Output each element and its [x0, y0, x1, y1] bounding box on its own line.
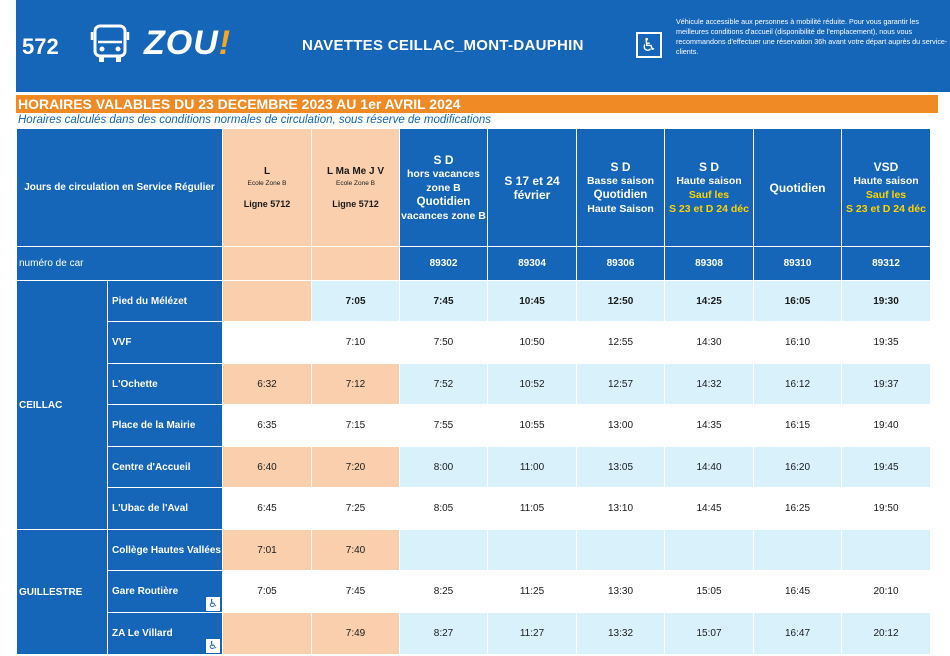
header-banner — [16, 0, 950, 92]
time-cell: 11:27 — [488, 613, 577, 655]
line-number: 572 — [22, 34, 59, 59]
time-cell: 10:52 — [488, 364, 577, 405]
time-cell: 6:35 — [223, 405, 312, 447]
time-cell: 7:25 — [312, 488, 400, 530]
time-cell: 7:05 — [223, 571, 312, 613]
car-number-cell — [312, 247, 400, 281]
bus-icon — [90, 22, 130, 64]
time-cell: 12:57 — [577, 364, 665, 405]
time-cell: 12:55 — [577, 322, 665, 364]
header-row — [17, 129, 931, 247]
time-cell: 19:37 — [842, 364, 931, 405]
time-cell — [223, 322, 312, 364]
time-cell: 7:10 — [312, 322, 400, 364]
time-cell: 11:00 — [488, 447, 577, 488]
timetable — [16, 128, 931, 655]
time-cell: 12:50 — [577, 281, 665, 322]
zou-logo: ZOU! — [144, 24, 232, 62]
stop-name: L'Ubac de l'Aval — [108, 488, 223, 530]
stop-name: Centre d'Accueil — [108, 447, 223, 488]
time-cell: 16:25 — [754, 488, 842, 530]
time-cell: 20:10 — [842, 571, 931, 613]
column-header-7: Quotidien — [754, 129, 842, 247]
time-cell: 16:45 — [754, 571, 842, 613]
time-cell: 16:05 — [754, 281, 842, 322]
time-cell: 14:40 — [665, 447, 754, 488]
time-cell — [665, 530, 754, 571]
stop-name: ZA Le Villard ♿ — [108, 613, 223, 655]
time-cell — [488, 530, 577, 571]
time-cell: 8:25 — [400, 571, 488, 613]
time-cell: 20:12 — [842, 613, 931, 655]
time-cell: 14:30 — [665, 322, 754, 364]
car-number-cell: 89302 — [400, 247, 488, 281]
car-number-label: numéro de car — [17, 247, 223, 281]
time-cell: 19:35 — [842, 322, 931, 364]
time-cell: 15:07 — [665, 613, 754, 655]
wheelchair-icon: ♿ — [206, 597, 220, 611]
time-cell — [223, 613, 312, 655]
column-header-8: VSD Haute saison Sauf les S 23 et D 24 déc — [842, 129, 931, 247]
time-cell: 13:10 — [577, 488, 665, 530]
table-row — [17, 322, 931, 364]
time-cell: 7:05 — [312, 281, 400, 322]
time-cell: 13:30 — [577, 571, 665, 613]
stop-name: Pied du Mélézet — [108, 281, 223, 322]
time-cell: 10:55 — [488, 405, 577, 447]
table-row — [17, 364, 931, 405]
time-cell — [842, 530, 931, 571]
time-cell: 7:01 — [223, 530, 312, 571]
car-number-cell: 89312 — [842, 247, 931, 281]
stop-name: Place de la Mairie — [108, 405, 223, 447]
column-header-6: S D Haute saison Sauf les S 23 et D 24 déc — [665, 129, 754, 247]
stop-name: VVF — [108, 322, 223, 364]
table-row — [17, 613, 931, 655]
time-cell: 7:12 — [312, 364, 400, 405]
subtitle: Horaires calculés dans des conditions normales de circulation, sous réserve de modifications — [18, 114, 492, 126]
wheelchair-icon: ♿ — [206, 639, 220, 653]
time-cell: 19:45 — [842, 447, 931, 488]
column-header-3: S D hors vacances zone B Quotidien vacances zone B — [400, 129, 488, 247]
time-cell: 8:00 — [400, 447, 488, 488]
table-row — [17, 571, 931, 613]
commune-ceillac: CEILLAC — [17, 281, 108, 530]
column-header-2: L Ma Me J V Ecole Zone B Ligne 5712 — [312, 129, 400, 247]
time-cell: 7:49 — [312, 613, 400, 655]
validity-banner: HORAIRES VALABLES DU 23 DECEMBRE 2023 AU 1er AVRIL 2024 — [16, 95, 938, 113]
time-cell: 6:45 — [223, 488, 312, 530]
car-number-cell: 89310 — [754, 247, 842, 281]
time-cell: 7:45 — [312, 571, 400, 613]
time-cell: 13:00 — [577, 405, 665, 447]
time-cell — [577, 530, 665, 571]
wheelchair-icon: ♿ — [636, 32, 662, 58]
time-cell: 14:32 — [665, 364, 754, 405]
time-cell: 16:47 — [754, 613, 842, 655]
car-number-row — [17, 247, 931, 281]
time-cell: 7:15 — [312, 405, 400, 447]
page-title: NAVETTES CEILLAC_MONT-DAUPHIN — [302, 37, 584, 54]
time-cell: 14:35 — [665, 405, 754, 447]
time-cell: 11:25 — [488, 571, 577, 613]
time-cell: 11:05 — [488, 488, 577, 530]
time-cell — [400, 530, 488, 571]
column-header-1: L Ecole Zone B Ligne 5712 — [223, 129, 312, 247]
time-cell: 15:05 — [665, 571, 754, 613]
commune-guillestre: GUILLESTRE — [17, 530, 108, 655]
car-number-cell: 89306 — [577, 247, 665, 281]
table-row — [17, 405, 931, 447]
time-cell: 13:05 — [577, 447, 665, 488]
service-days-header: Jours de circulation en Service Régulier — [17, 129, 223, 247]
time-cell: 13:32 — [577, 613, 665, 655]
time-cell: 19:40 — [842, 405, 931, 447]
table-row — [17, 447, 931, 488]
time-cell: 7:55 — [400, 405, 488, 447]
time-cell: 7:20 — [312, 447, 400, 488]
time-cell: 8:27 — [400, 613, 488, 655]
time-cell: 10:50 — [488, 322, 577, 364]
time-cell: 14:45 — [665, 488, 754, 530]
time-cell: 14:25 — [665, 281, 754, 322]
stop-name: Gare Routière ♿ — [108, 571, 223, 613]
time-cell — [223, 281, 312, 322]
stop-name: L'Ochette — [108, 364, 223, 405]
time-cell: 16:12 — [754, 364, 842, 405]
time-cell: 19:30 — [842, 281, 931, 322]
time-cell: 7:45 — [400, 281, 488, 322]
time-cell: 7:50 — [400, 322, 488, 364]
table-row — [17, 530, 931, 571]
time-cell: 16:20 — [754, 447, 842, 488]
column-header-5: S D Basse saison Quotidien Haute Saison — [577, 129, 665, 247]
time-cell: 8:05 — [400, 488, 488, 530]
accessibility-note: Véhicule accessible aux personnes à mobilité réduite. Pour vous garantir les meilleures conditions d'accueil (disponibilité de l'emplacement), nous vous recommandons d'effectuer une réservation 36h avant votre départ auprès du service-clients. — [676, 17, 948, 56]
time-cell — [754, 530, 842, 571]
time-cell: 6:32 — [223, 364, 312, 405]
car-number-cell: 89304 — [488, 247, 577, 281]
time-cell: 16:10 — [754, 322, 842, 364]
time-cell: 7:40 — [312, 530, 400, 571]
time-cell: 10:45 — [488, 281, 577, 322]
time-cell: 6:40 — [223, 447, 312, 488]
car-number-cell — [223, 247, 312, 281]
car-number-cell: 89308 — [665, 247, 754, 281]
time-cell: 16:15 — [754, 405, 842, 447]
column-header-4: S 17 et 24 février — [488, 129, 577, 247]
stop-name: Collège Hautes Vallées — [108, 530, 223, 571]
time-cell: 7:52 — [400, 364, 488, 405]
table-row — [17, 488, 931, 530]
table-row — [17, 281, 931, 322]
time-cell: 19:50 — [842, 488, 931, 530]
